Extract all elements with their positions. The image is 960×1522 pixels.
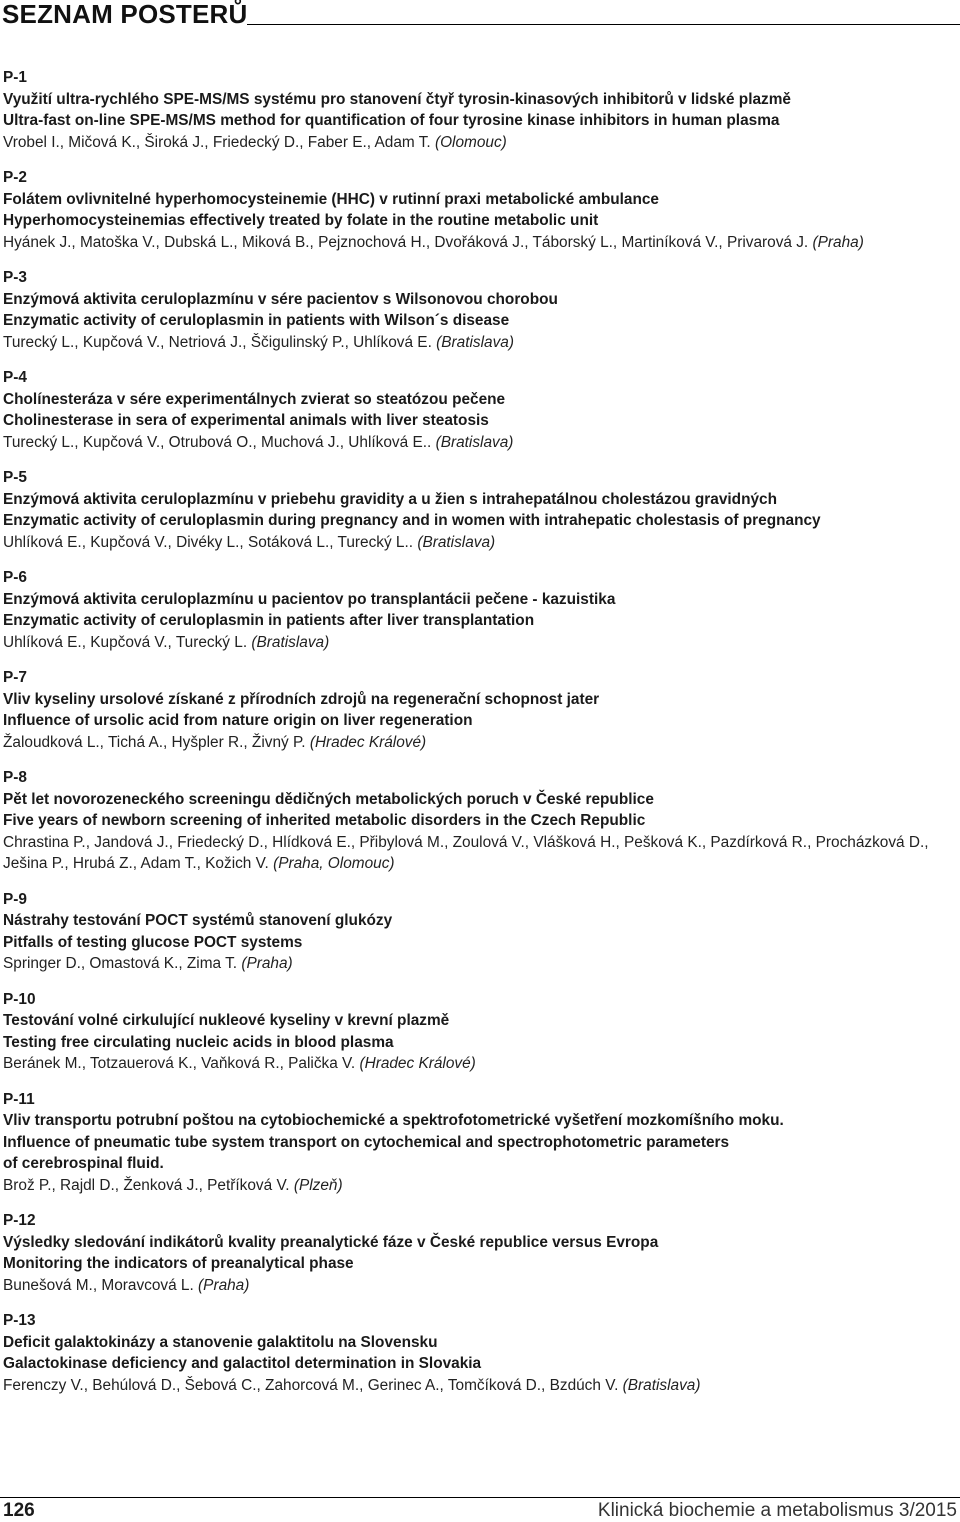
poster-authors: Chrastina P., Jandová J., Friedecký D., Hlídková E., Přibylová M., Zoulová V., Vlášková H., Pešková K., Pazdírková R., Procházková D., Ješina P., Hrubá Z., Adam T., Kožich V. — [3, 833, 929, 872]
poster-code: P-4 — [3, 369, 27, 386]
poster-code: P-3 — [3, 269, 27, 286]
poster-title-line: Výsledky sledování indikátorů kvality preanalytické fáze v České republice versus Evropa — [3, 1233, 659, 1251]
poster-title-line: Enzymatic activity of ceruloplasmin during pregnancy and in women with intrahepatic cholestasis of pregnancy — [3, 512, 821, 529]
poster-authors-line — [3, 532, 955, 554]
poster-authors: Hyánek J., Matoška V., Dubská L., Miková B., Pejznochová H., Dvořáková J., Táborský L., Martiníková V., Privarová J. — [3, 233, 809, 251]
poster-location: (Praha) — [241, 955, 293, 972]
poster-authors: Uhlíková E., Kupčová V., Divéky L., Sotáková L., Turecký L.. — [3, 533, 414, 551]
poster-code: P-10 — [3, 990, 36, 1008]
poster-authors: Žaloudková L., Tichá A., Hyšpler R., Živný P. — [3, 733, 306, 751]
poster-authors-line — [3, 1175, 955, 1197]
poster-title-line: Testing free circulating nucleic acids in blood plasma — [3, 1033, 394, 1051]
poster-title-line: Nástrahy testování POCT systémů stanovení glukózy — [3, 912, 393, 929]
poster-authors-line — [3, 432, 955, 454]
poster-title-line: Vliv transportu potrubní poštou na cytobiochemické a spektrofotometrické vyšetření mozkomíšního moku. — [3, 1112, 784, 1129]
poster-entry — [3, 889, 955, 975]
footer-rule — [0, 1497, 960, 1498]
poster-location: (Praha) — [198, 1276, 250, 1294]
poster-code: P-8 — [3, 769, 27, 786]
poster-title-line: Testování volné cirkulující nukleové kyseliny v krevní plazmě — [3, 1012, 450, 1029]
poster-list — [3, 67, 955, 1410]
poster-title-line: Hyperhomocysteinemias effectively treated by folate in the routine metabolic unit — [3, 212, 599, 229]
poster-title-line: Pitfalls of testing glucose POCT systems — [3, 933, 303, 951]
poster-code: P-12 — [3, 1212, 36, 1229]
poster-location: (Praha, Olomouc) — [273, 855, 395, 872]
poster-title-line: Folátem ovlivnitelné hyperhomocysteinemie (HHC) v rutinní praxi metabolické ambulance — [3, 190, 659, 208]
poster-code: P-2 — [3, 169, 27, 186]
poster-code: P-9 — [3, 890, 27, 908]
poster-title-line: Enzýmová aktivita ceruloplazmínu v priebehu gravidity a u žien s intrahepatálnou cholestázou gravidných — [3, 490, 777, 508]
poster-title-line: Cholinesterase in sera of experimental animals with liver steatosis — [3, 412, 489, 429]
poster-code: P-7 — [3, 669, 27, 686]
poster-authors: Uhlíková E., Kupčová V., Turecký L. — [3, 633, 248, 651]
poster-title-line: Galactokinase deficiency and galactitol determination in Slovakia — [3, 1355, 482, 1372]
poster-entry — [3, 1210, 955, 1296]
poster-title-line: of cerebrospinal fluid. — [3, 1155, 164, 1172]
poster-location: (Hradec Králové) — [309, 733, 427, 751]
poster-authors: Turecký L., Kupčová V., Netriová J., Ščigulinský P., Uhlíková E. — [3, 333, 432, 351]
poster-authors: Brož P., Rajdl D., Ženková J., Petříková V. — [3, 1176, 290, 1194]
poster-authors: Turecký L., Kupčová V., Otrubová O., Muchová J., Uhlíková E.. — [3, 433, 432, 451]
poster-authors-line — [3, 332, 955, 354]
poster-title-line: Influence of pneumatic tube system transport on cytochemical and spectrophotometric parameters — [3, 1133, 730, 1151]
poster-title-line: Monitoring the indicators of preanalytical phase — [3, 1255, 354, 1272]
page-number: 126 — [3, 1500, 35, 1521]
page-header — [0, 0, 960, 30]
poster-code: P-6 — [3, 569, 27, 586]
poster-location: (Bratislava) — [622, 1376, 701, 1394]
poster-location: (Bratislava) — [417, 533, 496, 551]
poster-authors-line — [3, 832, 955, 875]
poster-authors-line — [3, 232, 955, 254]
poster-authors-line — [3, 953, 955, 975]
poster-code: P-1 — [3, 69, 27, 86]
poster-location: (Bratislava) — [251, 633, 330, 651]
poster-entry — [3, 1089, 955, 1197]
poster-entry — [3, 1310, 955, 1396]
poster-location: (Plzeň) — [293, 1176, 343, 1194]
poster-location: (Bratislava) — [435, 433, 514, 451]
poster-authors: Vrobel I., Mičová K., Široká J., Friedecký D., Faber E., Adam T. — [3, 133, 431, 151]
poster-entry — [3, 167, 955, 253]
poster-title-line: Enzymatic activity of ceruloplasmin in patients after liver transplantation — [3, 612, 535, 629]
poster-title-line: Five years of newborn screening of inherited metabolic disorders in the Czech Republic — [3, 812, 646, 829]
poster-title-line: Enzýmová aktivita ceruloplazmínu v sére pacientov s Wilsonovou chorobou — [3, 290, 558, 308]
poster-code: P-5 — [3, 469, 27, 486]
poster-title-line: Ultra-fast on-line SPE-MS/MS method for quantification of four tyrosine kinase inhibitors in human plasma — [3, 112, 780, 129]
poster-entry — [3, 267, 955, 353]
journal-name: Klinická biochemie a metabolismus 3/2015 — [597, 1500, 957, 1521]
poster-title-line: Využití ultra-rychlého SPE-MS/MS systému pro stanovení čtyř tyrosin-kinasových inhibitorů v lidské plazmě — [3, 90, 791, 108]
poster-title-line: Enzýmová aktivita ceruloplazmínu u pacientov po transplantácii pečene - kazuistika — [3, 590, 616, 608]
page-title: SEZNAM POSTERŮ — [2, 0, 248, 29]
poster-authors-line — [3, 1053, 955, 1075]
poster-location: (Olomouc) — [434, 133, 507, 151]
poster-authors: Ferenczy V., Behúlová D., Šebová C., Zahorcová M., Gerinec A., Tomčíková D., Bzdúch V. — [3, 1376, 619, 1394]
poster-title-line: Pět let novorozeneckého screeningu dědičných metabolických poruch v České republice — [3, 790, 654, 808]
poster-entry — [3, 667, 955, 753]
poster-entry — [3, 467, 955, 553]
poster-title-line: Cholínesteráza v sére experimentálnych zvierat so steatózou pečene — [3, 390, 506, 408]
poster-authors: Bunešová M., Moravcová L. — [3, 1276, 194, 1294]
poster-code: P-11 — [3, 1090, 35, 1108]
poster-authors: Beránek M., Totzauerová K., Vaňková R., Palička V. — [3, 1055, 356, 1072]
poster-entry — [3, 567, 955, 653]
poster-location: (Hradec Králové) — [359, 1055, 476, 1072]
poster-authors-line — [3, 1375, 955, 1397]
poster-authors-line — [3, 132, 955, 154]
poster-entry — [3, 989, 955, 1075]
poster-location: (Praha) — [812, 233, 864, 251]
poster-title-line: Influence of ursolic acid from nature origin on liver regeneration — [3, 712, 473, 729]
poster-title-line: Enzymatic activity of ceruloplasmin in patients with Wilson´s disease — [3, 312, 510, 329]
page-footer — [0, 1497, 960, 1521]
header-rule — [247, 24, 960, 25]
poster-authors-line — [3, 632, 955, 654]
poster-code: P-13 — [3, 1312, 36, 1329]
poster-authors: Springer D., Omastová K., Zima T. — [3, 955, 238, 972]
poster-entry — [3, 367, 955, 453]
poster-authors-line — [3, 732, 955, 754]
poster-location: (Bratislava) — [436, 333, 514, 351]
poster-authors-line — [3, 1275, 955, 1297]
poster-title-line: Deficit galaktokinázy a stanovenie galaktitolu na Slovensku — [3, 1333, 438, 1351]
poster-entry — [3, 767, 955, 875]
poster-entry — [3, 67, 955, 153]
poster-title-line: Vliv kyseliny ursolové získané z přírodních zdrojů na regenerační schopnost jater — [3, 690, 600, 708]
